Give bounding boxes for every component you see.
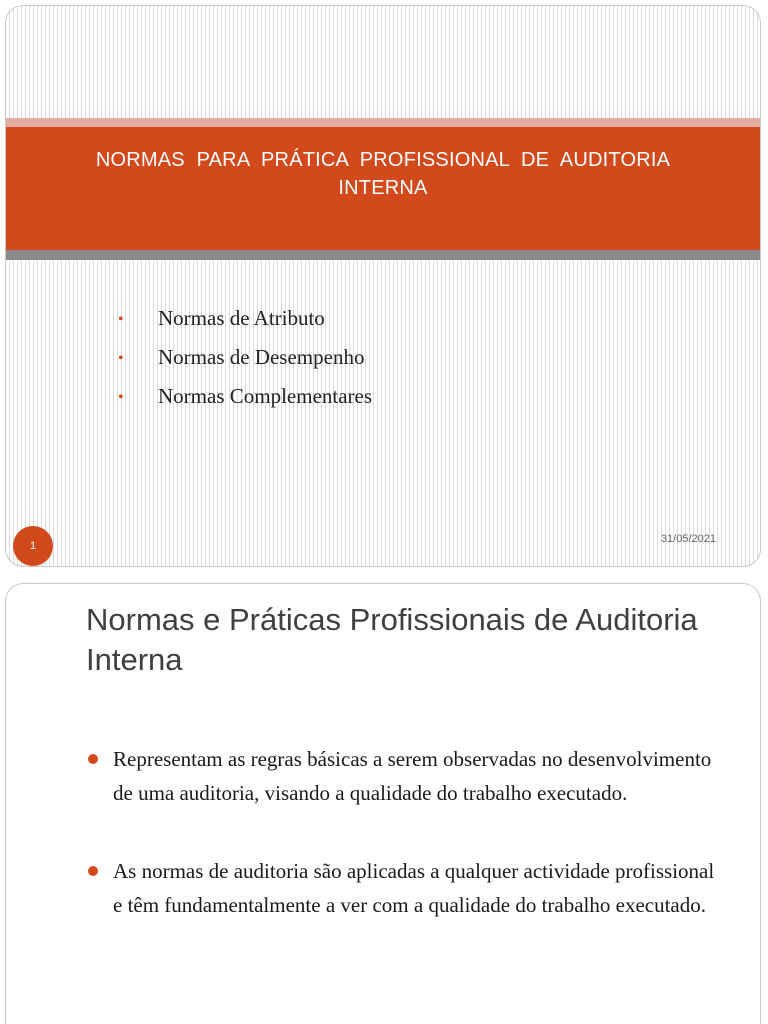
list-item (118, 384, 372, 423)
list-item (88, 854, 728, 922)
accent-stripe (6, 118, 760, 127)
bullet-icon (88, 754, 98, 764)
bullet-list (118, 306, 372, 423)
slide-title: Normas e Práticas Profissionais de Auditoria Interna (86, 602, 698, 677)
slide-2 (5, 583, 761, 1024)
list-item-text: Normas Complementares (158, 384, 373, 408)
bullet-icon: • (118, 350, 124, 367)
list-item-text: As normas de auditoria são aplicadas a qualquer actividade profissional e têm fundamentalmente a ver com a qualidade do trabalho executado. (113, 859, 715, 917)
page-number-badge: 1 (13, 526, 53, 566)
bullet-icon: • (118, 311, 124, 328)
list-item (118, 306, 372, 345)
slide-date: 31/05/2021 (660, 533, 716, 545)
slide-title: NORMAS PARA PRÁTICA PROFISSIONAL DE AUDITORIA INTERNA (95, 149, 671, 199)
bullet-icon (88, 866, 98, 876)
bullet-icon: • (118, 389, 124, 406)
list-item-text: Representam as regras básicas a serem observadas no desenvolvimento de uma auditoria, visando a qualidade do trabalho executado. (113, 747, 712, 805)
bullet-list (88, 742, 728, 966)
gray-stripe (6, 250, 760, 260)
slide-1 (5, 5, 761, 567)
list-item-text: Normas de Desempenho (158, 345, 365, 369)
list-item-text: Normas de Atributo (158, 306, 325, 330)
list-item (118, 345, 372, 384)
list-item (88, 742, 728, 810)
